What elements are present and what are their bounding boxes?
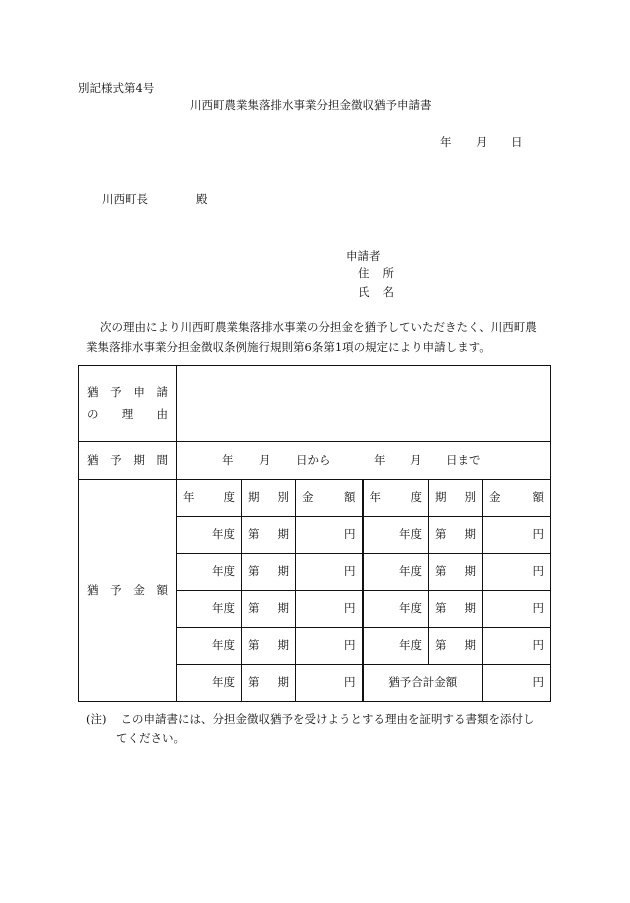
amount-cell[interactable]: 円: [483, 628, 551, 665]
header-period: 期 別: [242, 480, 296, 517]
amount-cell[interactable]: 円: [483, 591, 551, 628]
form-title: 川西町農業集落排水事業分担金徴収猶予申請書: [190, 98, 432, 112]
total-amount-cell[interactable]: 円: [483, 665, 551, 702]
reason-label-line-2: の 理 由: [87, 407, 168, 421]
period-field[interactable]: [177, 442, 551, 480]
applicant-address-label: 住 所: [358, 266, 394, 280]
period-year-1: 年: [222, 453, 234, 467]
amount-header-row: [79, 480, 551, 517]
year-cell[interactable]: 年度: [363, 591, 429, 628]
note: [86, 710, 566, 748]
year-cell[interactable]: 年度: [177, 517, 242, 554]
amount-cell[interactable]: 円: [483, 517, 551, 554]
period-label: 猶 予 期 間: [87, 452, 168, 467]
period-day-2: 日まで: [446, 453, 481, 467]
year-cell[interactable]: 年度: [177, 591, 242, 628]
period-cell[interactable]: 第 期: [242, 628, 296, 665]
total-label: 猶予合計金額: [363, 665, 483, 702]
intro-line-1: 次の理由により川西町農業集落排水事業の分担金を猶予していただきたく、川西町農: [100, 320, 537, 334]
header-year: 年 度: [363, 480, 429, 517]
header-year: 年 度: [177, 480, 242, 517]
reason-field[interactable]: [177, 366, 551, 442]
amount-label-cell: [79, 480, 177, 702]
reason-row: [79, 366, 551, 442]
period-cell[interactable]: 第 期: [429, 591, 483, 628]
header-amount: 金 額: [296, 480, 363, 517]
amount-cell[interactable]: 円: [296, 517, 363, 554]
period-cell[interactable]: 第 期: [242, 517, 296, 554]
note-text-2: てください。: [116, 731, 185, 745]
header-amount: 金 額: [483, 480, 551, 517]
year-cell[interactable]: 年度: [363, 554, 429, 591]
amount-cell[interactable]: 円: [296, 628, 363, 665]
date-day: 日: [511, 135, 523, 149]
period-cell[interactable]: 第 期: [429, 628, 483, 665]
period-cell[interactable]: 第 期: [429, 517, 483, 554]
period-row: [79, 442, 551, 480]
addressee-honorific: 殿: [196, 192, 208, 206]
year-cell[interactable]: 年度: [177, 628, 242, 665]
amount-label: 猶 予 金 額: [87, 582, 168, 597]
note-text-1: この申請書には、分担金徴収猶予を受けようとする理由を証明する書類を添付し: [120, 712, 535, 726]
date-month: 月: [476, 135, 488, 149]
year-cell[interactable]: 年度: [177, 554, 242, 591]
year-cell[interactable]: 年度: [363, 517, 429, 554]
applicant-name-label: 氏 名: [358, 285, 394, 299]
reason-label-cell: [79, 366, 177, 442]
period-month-2: 月: [410, 453, 422, 467]
amount-cell[interactable]: 円: [483, 554, 551, 591]
year-cell[interactable]: 年度: [363, 628, 429, 665]
amount-cell[interactable]: 円: [296, 665, 363, 702]
amount-cell[interactable]: 円: [296, 554, 363, 591]
header-period: 期 別: [429, 480, 483, 517]
note-mark: (注): [86, 712, 107, 726]
period-label-cell: [79, 442, 177, 480]
addressee-name: 川西町長: [102, 192, 148, 206]
period-cell[interactable]: 第 期: [242, 665, 296, 702]
form-number: 別記様式第4号: [78, 81, 155, 95]
period-year-2: 年: [374, 453, 386, 467]
year-cell[interactable]: 年度: [177, 665, 242, 702]
period-cell[interactable]: 第 期: [429, 554, 483, 591]
amount-cell[interactable]: 円: [296, 591, 363, 628]
applicant-label: 申請者: [346, 249, 381, 263]
intro-line-2: 業集落排水事業分担金徴収条例施行規則第6条第1項の規定により申請します。: [86, 340, 491, 354]
deferral-application-table: [78, 365, 551, 702]
period-month-1: 月: [259, 453, 271, 467]
date-year: 年: [440, 135, 452, 149]
period-cell[interactable]: 第 期: [242, 591, 296, 628]
reason-label-line-1: 猶 予 申 請: [87, 384, 168, 399]
period-cell[interactable]: 第 期: [242, 554, 296, 591]
period-day-1: 日から: [296, 453, 331, 467]
